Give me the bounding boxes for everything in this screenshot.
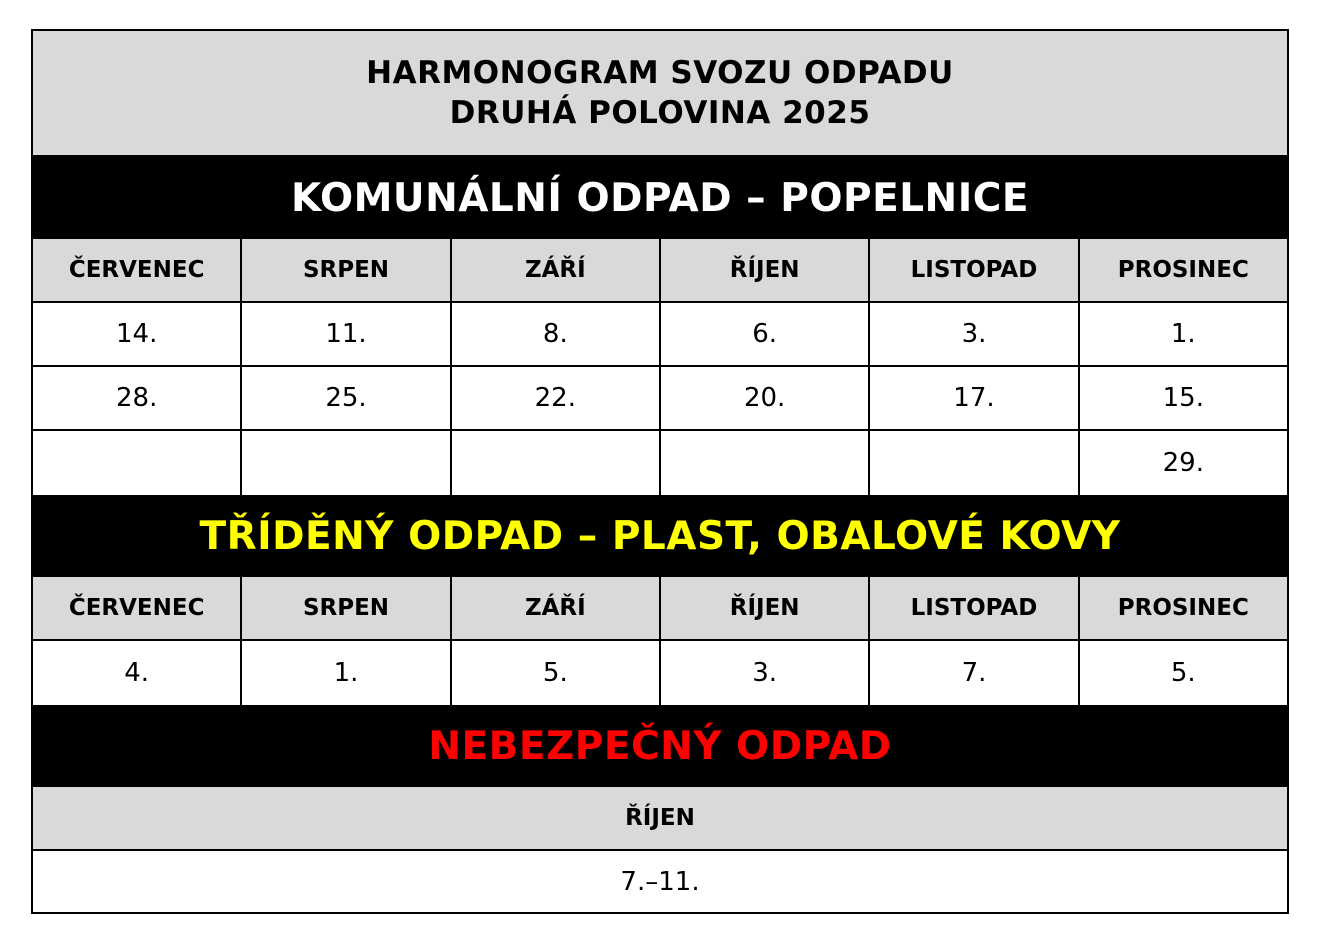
month-header-cell: SRPEN bbox=[242, 577, 451, 639]
table-row bbox=[33, 641, 1287, 705]
nebezpecny-date-cell: 7.–11. bbox=[33, 851, 1287, 912]
month-header-cell: PROSINEC bbox=[1117, 257, 1249, 283]
date-cell: 4. bbox=[33, 641, 242, 705]
date-cell: 3. bbox=[870, 303, 1079, 365]
section-heading-trideny: TŘÍDĚNÝ ODPAD – PLAST, OBALOVÉ KOVY bbox=[33, 495, 1287, 577]
table-row bbox=[33, 431, 1287, 495]
date-cell: 29. bbox=[1162, 448, 1204, 478]
month-header-cell: PROSINEC bbox=[1117, 595, 1249, 621]
date-cell: 15. bbox=[1162, 383, 1204, 413]
date-cell: 8. bbox=[452, 303, 661, 365]
nebezpecny-month-header: ŘÍJEN bbox=[33, 787, 1287, 851]
date-cell bbox=[452, 431, 661, 495]
month-header-cell: ŘÍJEN bbox=[661, 577, 870, 639]
date-cell: 20. bbox=[661, 367, 870, 429]
date-cell: 22. bbox=[452, 367, 661, 429]
month-header-cell: ČERVENEC bbox=[33, 239, 242, 301]
date-cell bbox=[661, 431, 870, 495]
table-row bbox=[33, 303, 1287, 367]
date-cell bbox=[33, 431, 242, 495]
date-cell bbox=[242, 431, 451, 495]
page-subtitle: DRUHÁ POLOVINA 2025 bbox=[449, 95, 871, 131]
month-header-cell: LISTOPAD bbox=[870, 239, 1079, 301]
date-cell bbox=[870, 431, 1079, 495]
date-cell: 5. bbox=[1170, 658, 1196, 688]
title-block bbox=[33, 31, 1287, 157]
section-heading-nebezpecny: NEBEZPEČNÝ ODPAD bbox=[33, 705, 1287, 787]
date-cell: 28. bbox=[33, 367, 242, 429]
month-header-cell: ČERVENEC bbox=[33, 577, 242, 639]
date-cell: 25. bbox=[242, 367, 451, 429]
date-cell: 7. bbox=[870, 641, 1079, 705]
month-header-cell: ŘÍJEN bbox=[661, 239, 870, 301]
date-cell: 14. bbox=[33, 303, 242, 365]
date-cell: 5. bbox=[452, 641, 661, 705]
month-header-cell: ZÁŘÍ bbox=[452, 239, 661, 301]
komunalni-month-header bbox=[33, 239, 1287, 303]
date-cell: 6. bbox=[661, 303, 870, 365]
date-cell: 1. bbox=[1170, 319, 1196, 349]
date-cell: 17. bbox=[870, 367, 1079, 429]
page-title: HARMONOGRAM SVOZU ODPADU bbox=[366, 55, 954, 91]
date-cell: 3. bbox=[661, 641, 870, 705]
section-heading-komunalni: KOMUNÁLNÍ ODPAD – POPELNICE bbox=[33, 157, 1287, 239]
month-header-cell: LISTOPAD bbox=[870, 577, 1079, 639]
table-row bbox=[33, 367, 1287, 431]
schedule-sheet bbox=[31, 29, 1289, 914]
date-cell: 1. bbox=[242, 641, 451, 705]
date-cell: 11. bbox=[242, 303, 451, 365]
trideny-month-header bbox=[33, 577, 1287, 641]
month-header-cell: ZÁŘÍ bbox=[452, 577, 661, 639]
month-header-cell: SRPEN bbox=[242, 239, 451, 301]
